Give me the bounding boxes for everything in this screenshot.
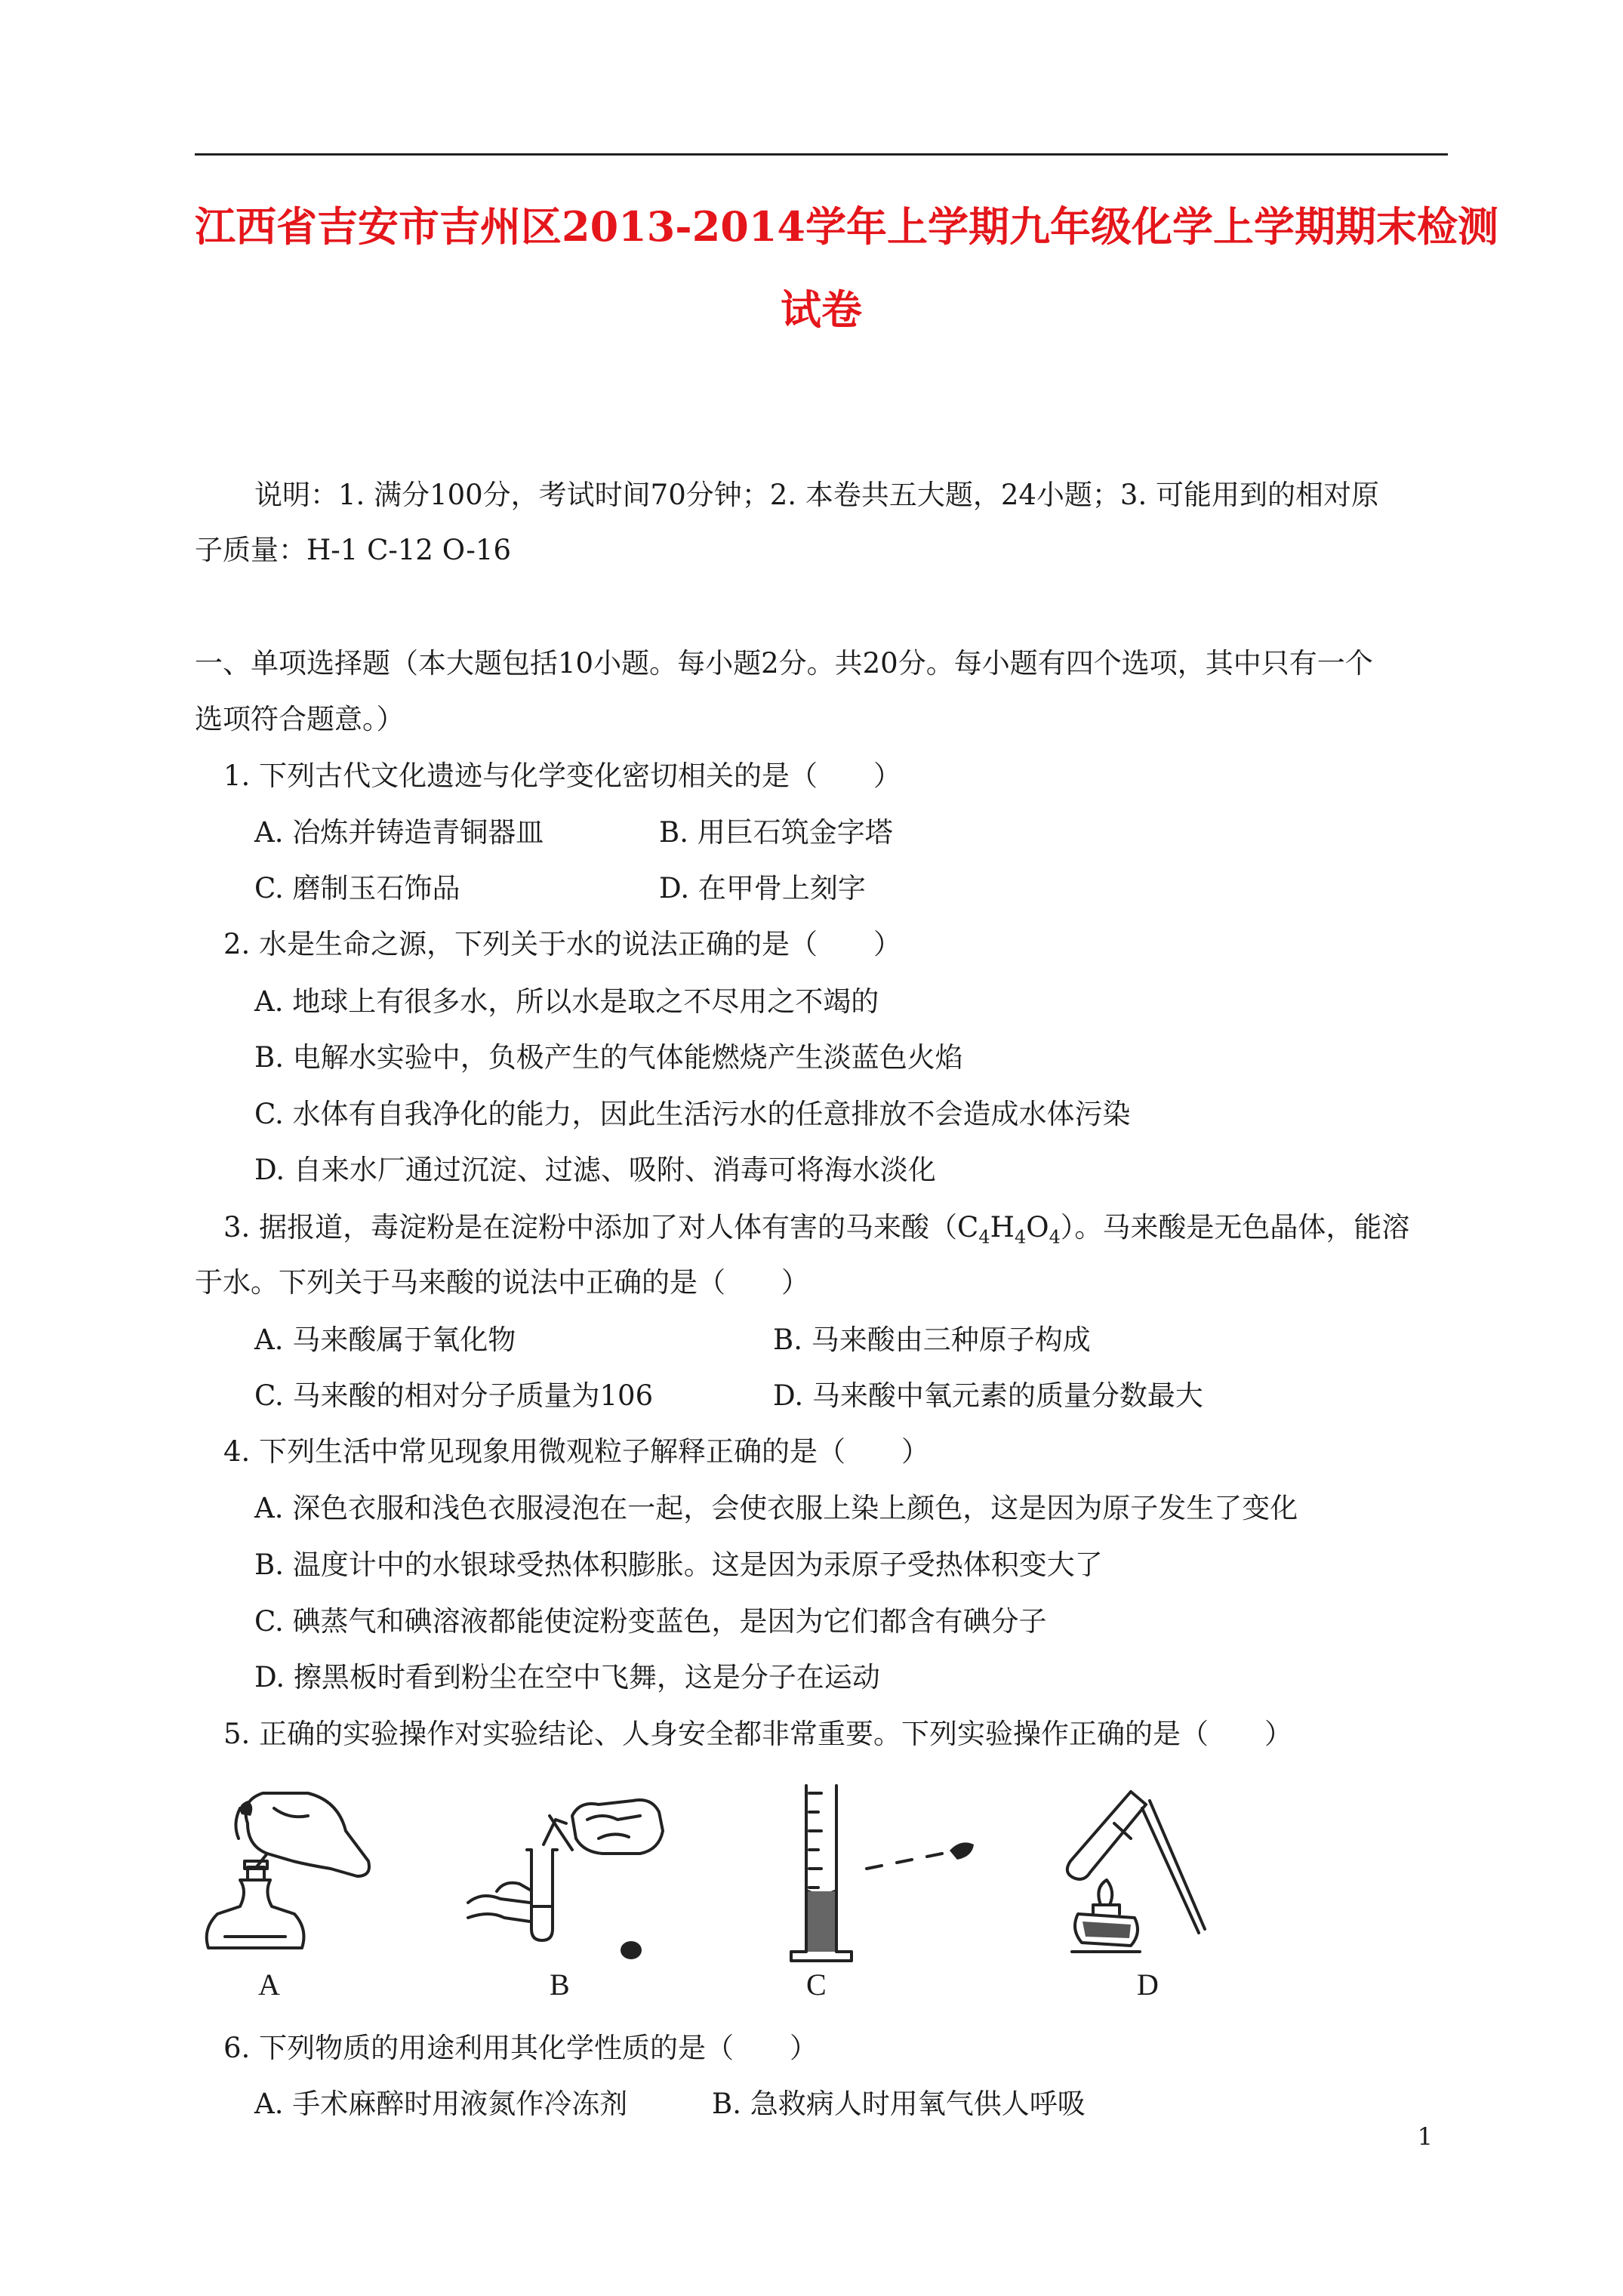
question-3-option-a: A. 马来酸属于氧化物 — [254, 1324, 516, 1356]
figure-b-dropper-test-tube-illustration — [467, 1778, 678, 1974]
figure-c-graduated-cylinder-illustration — [776, 1778, 1002, 1974]
question-1-option-a: A. 冶炼并铸造青铜器皿 — [254, 816, 544, 849]
question-6-stem: 6. 下列物质的用途利用其化学性质的是（ ） — [223, 2032, 818, 2064]
question-3-option-c: C. 马来酸的相对分子质量为106 — [254, 1379, 654, 1412]
instructions-line-1: 说明：1. 满分100分，考试时间70分钟；2. 本卷共五大题，24小题；3. 可能用到的相对原 — [254, 479, 1379, 511]
section-heading-continued: 选项符合题意。） — [195, 703, 405, 735]
question-4-option-b: B. 温度计中的水银球受热体积膨胀。这是因为汞原子受热体积变大了 — [254, 1549, 1103, 1581]
question-1-option-b: B. 用巨石筑金字塔 — [659, 816, 893, 849]
question-5-figures — [195, 1778, 1267, 2005]
question-2-stem: 2. 水是生命之源，下列关于水的说法正确的是（ ） — [223, 928, 902, 960]
figure-d-heating-test-tube-illustration — [1018, 1778, 1267, 1974]
header-rule — [195, 153, 1448, 156]
page-title-continued: 试卷 — [781, 285, 862, 334]
question-4-option-a: A. 深色衣服和浅色衣服浸泡在一起，会使衣服上染上颜色，这是因为原子发生了变化 — [254, 1492, 1298, 1524]
section-heading: 一、单项选择题（本大题包括10小题。每小题2分。共20分。每小题有四个选项，其中只有一个 — [195, 647, 1373, 680]
question-4-option-c: C. 碘蒸气和碘溶液都能使淀粉变蓝色，是因为它们都含有碘分子 — [254, 1605, 1047, 1638]
question-4-option-d: D. 擦黑板时看到粉尘在空中飞舞，这是分子在运动 — [254, 1661, 880, 1693]
question-1-stem: 1. 下列古代文化遗迹与化学变化密切相关的是（ ） — [223, 760, 902, 792]
figure-label-c: C — [806, 1968, 827, 2002]
question-2-option-b: B. 电解水实验中，负极产生的气体能燃烧产生淡蓝色火焰 — [254, 1041, 963, 1074]
question-6-option-a: A. 手术麻醉时用液氮作冷冻剂 — [254, 2088, 628, 2120]
question-6-option-b: B. 急救病人时用氧气供人呼吸 — [712, 2088, 1086, 2120]
question-5-stem: 5. 正确的实验操作对实验结论、人身安全都非常重要。下列实验操作正确的是（ ） — [223, 1718, 1293, 1750]
question-3-stem-continued: 于水。下列关于马来酸的说法中正确的是（ ） — [195, 1266, 809, 1299]
figure-label-b: B — [550, 1968, 570, 2002]
figure-label-d: D — [1137, 1968, 1159, 2002]
page-title: 江西省吉安市吉州区2013-2014学年上学期九年级化学上学期期末检测 — [195, 202, 1498, 251]
page-number: 1 — [1417, 2122, 1433, 2151]
question-1-option-c: C. 磨制玉石饰品 — [254, 872, 460, 905]
question-1-option-d: D. 在甲骨上刻字 — [659, 872, 866, 905]
question-3-stem: 3. 据报道，毒淀粉是在淀粉中添加了对人体有害的马来酸$(C_4H_4O_4)$。马来酸是无色晶体，能溶 — [223, 1211, 1410, 1248]
question-2-option-d: D. 自来水厂通过沉淀、过滤、吸附、消毒可将海水淡化 — [254, 1154, 936, 1186]
figure-a-pouring-alcohol-illustration — [195, 1778, 391, 1974]
question-4-stem: 4. 下列生活中常见现象用微观粒子解释正确的是（ ） — [223, 1435, 930, 1468]
question-3-option-b: B. 马来酸由三种原子构成 — [773, 1324, 1091, 1356]
question-3-option-d: D. 马来酸中氧元素的质量分数最大 — [773, 1379, 1203, 1412]
question-2-option-a: A. 地球上有很多水，所以水是取之不尽用之不竭的 — [254, 985, 879, 1018]
question-2-option-c: C. 水体有自我净化的能力，因此生活污水的任意排放不会造成水体污染 — [254, 1098, 1131, 1130]
instructions-line-2: 子质量：H-1 C-12 O-16 — [195, 534, 511, 566]
figure-label-a: A — [258, 1968, 280, 2002]
